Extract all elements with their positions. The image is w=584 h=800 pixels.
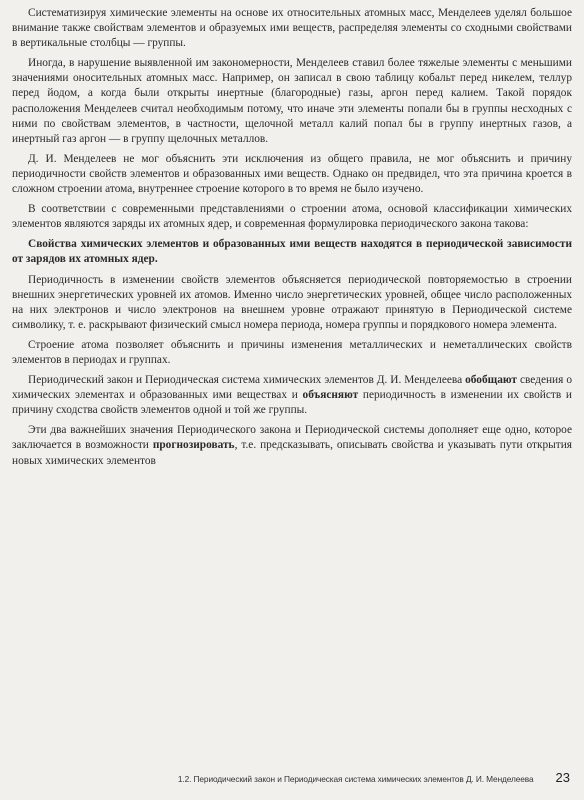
text-run: Строение атома позволяет объяснить и причины изменения металлических и неметаллических свойств элементов в периодах и группах.	[12, 338, 572, 366]
running-footer-caption: 1.2. Периодический закон и Периодическая система химических элементов Д. И. Менделеева	[177, 774, 534, 784]
text-run: , т.е. предсказывать, описывать свойства и указывать пути открытия новых химических элементов	[12, 439, 572, 467]
paragraph	[12, 373, 572, 418]
text-run: сведения о химических элементах и образованных ими веществах и	[12, 374, 572, 402]
paragraph	[12, 423, 572, 468]
paragraph	[12, 152, 572, 197]
bold-text: объясняют	[302, 389, 359, 402]
bold-text: прогнозировать	[152, 439, 235, 452]
paragraph	[12, 237, 572, 267]
text-run: периодичность в изменении их свойств и причину сходства свойств элементов одной и той же группы.	[12, 389, 572, 417]
page-footer	[0, 770, 570, 785]
paragraph	[12, 6, 572, 51]
paragraph	[12, 202, 572, 232]
paragraph	[12, 338, 572, 368]
text-run: Периодический закон и Периодическая система химических элементов Д. И. Менделеева	[28, 374, 466, 387]
text-run: Эти два важнейших значения Периодического закона и Периодической системы дополняет еще одно, которое заключается в возможности	[12, 424, 572, 452]
text-run: В соответствии с современными представлениями о строении атома, основой классификации химических элементов являются заряды их атомных ядер, и современная формулировка периодического закона такова:	[12, 203, 572, 231]
bold-text: Свойства химических элементов и образованных ими веществ находятся в периодической зависимости от зарядов их атомных ядер.	[12, 238, 572, 266]
text-run: Периодичность в изменении свойств элементов объясняется периодической повторяемостью в строении внешних энергетических уровней их атомов. Именно число энергетических уровней, общее число расположенных на них электронов и число электронов на внешнем уровне отражают принятую в Периодической системе символику, т. е. раскрывают физический смысл номера периода, номера группы и порядкового номера элемента.	[12, 273, 572, 331]
page-number: 23	[555, 770, 570, 785]
paragraph	[12, 56, 572, 147]
text-run: Иногда, в нарушение выявленной им закономерности, Менделеев ставил более тяжелые элементы с меньшими значениями оносительных атомных масс. Например, он записал в свою таблицу кобальт перед никелем, теллур перед йодом, а когда были открыты инертные (благородные) газы, аргон перед калием. Такой порядок расположения Менделеев считал необходимым потому, что иначе эти элементы попали бы в группы несходных с ними по свойствам элементов, в частности, щелочной металл калий попал бы в группу инертных газов, а инертный газ аргон — в группу щелочных металлов.	[12, 57, 572, 145]
text-run: Д. И. Менделеев не мог объяснить эти исключения из общего правила, не мог объяснить и причину периодичности свойств элементов и образованных ими веществ. Однако он предвидел, что эта причина кроется в сложном строении атома, внутреннее строение которого в то время не было изучено.	[12, 152, 572, 196]
text-run: Систематизируя химические элементы на основе их относительных атомных масс, Менделеев уделял большое внимание также свойствам элементов и образуемых ими веществ, распределяя элементы со сходными свойствами в вертикальные столбцы — группы.	[12, 7, 572, 50]
paragraph	[12, 273, 572, 333]
bold-text: обобщают	[465, 374, 517, 387]
body-text	[12, 6, 572, 474]
